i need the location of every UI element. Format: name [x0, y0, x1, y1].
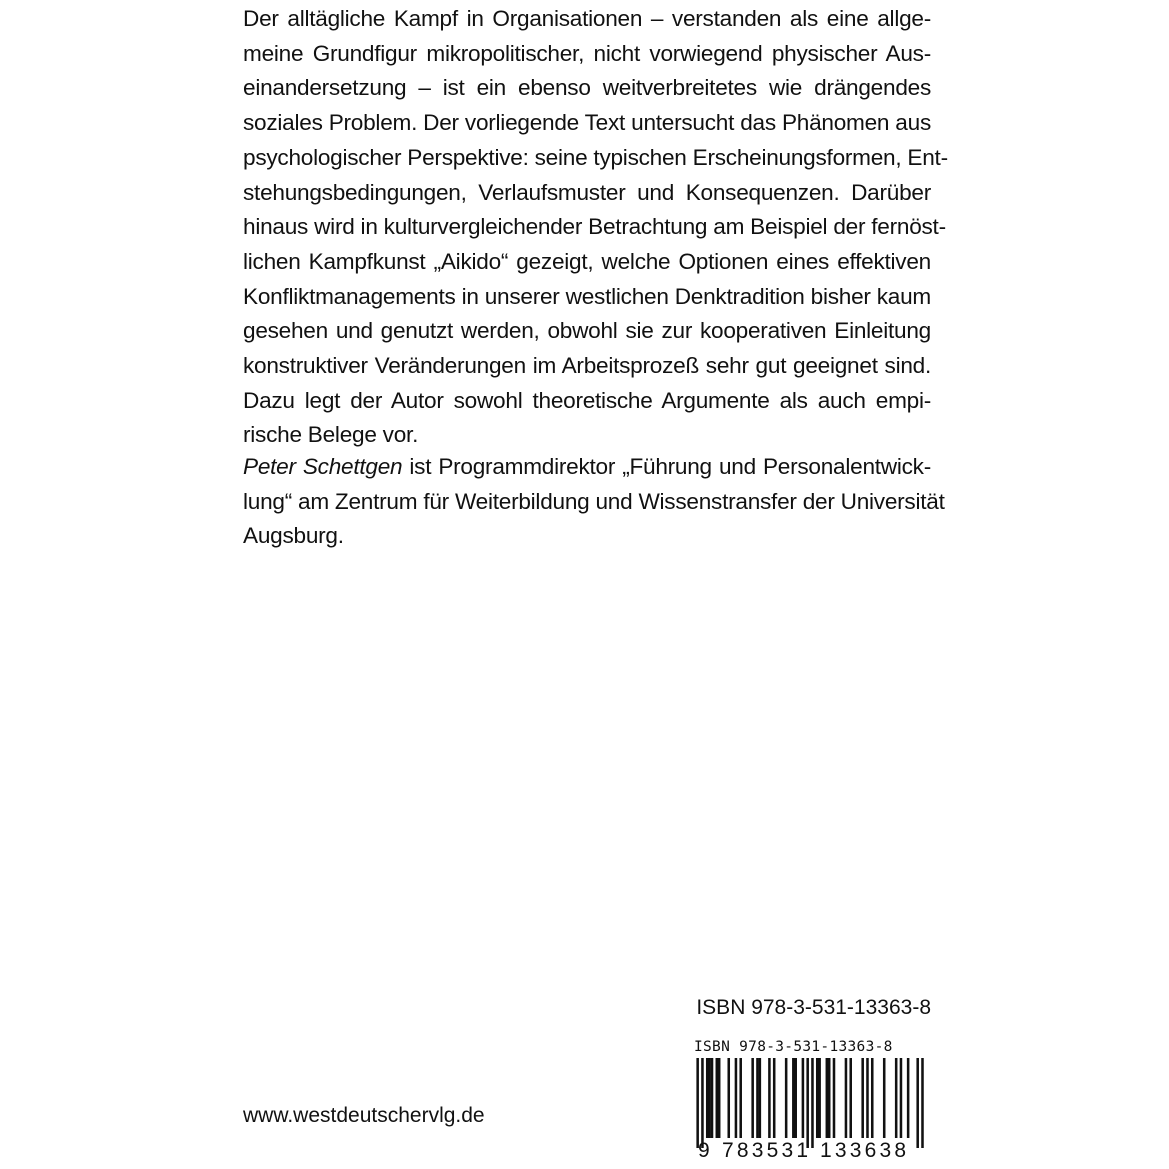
barcode-guard-bar	[806, 1058, 809, 1148]
blurb-line: Der alltägliche Kampf in Organisationen – verstanden als eine allge-	[243, 6, 931, 31]
barcode-bar	[792, 1058, 795, 1138]
barcode-bar	[907, 1058, 910, 1138]
author-name: Peter Schettgen	[243, 454, 403, 479]
isbn-label: ISBN 978-3-531-13363-8	[696, 996, 931, 1019]
author-bio-line: Augsburg.	[243, 523, 344, 549]
author-bio-text: ist Programmdirektor „Führung und Personalentwick-	[402, 454, 931, 479]
blurb-line: hinaus wird in kulturvergleichender Betrachtung am Beispiel der fernöst-	[243, 214, 946, 240]
barcode-guard-bar	[696, 1058, 699, 1148]
barcode-bar	[849, 1058, 852, 1138]
barcode-bar	[739, 1058, 742, 1138]
blurb-line: rische Belege vor.	[243, 422, 419, 448]
barcode-bar	[759, 1058, 762, 1138]
blurb-line: meine Grundfigur mikropolitischer, nicht vorwiegend physischer Aus-	[243, 40, 931, 66]
barcode-bar	[900, 1058, 903, 1138]
blurb-line: soziales Problem. Der vorliegende Text untersucht das Phänomen aus	[243, 110, 931, 136]
blurb-line: einandersetzung – ist ein ebenso weitverbreitetes wie drängendes	[243, 75, 931, 101]
blurb-line: gesehen und genutzt werden, obwohl sie zur kooperativen Einleitung	[243, 318, 931, 344]
barcode-bar	[735, 1058, 738, 1138]
barcode-bar	[828, 1058, 831, 1138]
blurb-line: lichen Kampfkunst „Aikido“ gezeigt, welche Optionen eines effektiven	[243, 248, 931, 274]
blurb-line: psychologischer Perspektive: seine typischen Erscheinungsformen, Ent-	[243, 144, 948, 170]
barcode-bar	[826, 1058, 829, 1138]
blurb-paragraph	[243, 2, 948, 453]
publisher-website: www.westdeutschervlg.de	[243, 1104, 485, 1127]
barcode-bar	[751, 1058, 754, 1138]
barcode-right-group: 133638	[820, 1139, 910, 1162]
barcode-guard-bar	[916, 1058, 919, 1148]
barcode-bar	[711, 1058, 714, 1138]
barcode-guard-bar	[701, 1058, 704, 1148]
barcode-bar	[871, 1058, 874, 1138]
author-bio	[243, 450, 945, 554]
barcode-bar	[802, 1058, 805, 1138]
barcode-bar	[861, 1058, 864, 1138]
barcode-isbn-text: ISBN 978-3-531-13363-8	[694, 1039, 893, 1055]
barcode-bar	[883, 1058, 886, 1138]
author-bio-line	[243, 450, 931, 485]
barcode-bar	[727, 1058, 730, 1138]
barcode-bar	[866, 1058, 869, 1138]
blurb-line: stehungsbedingungen, Verlaufsmuster und Konsequenzen. Darüber	[243, 179, 931, 205]
blurb-line: Konfliktmanagements in unserer westlichen Denktradition bisher kaum	[243, 283, 931, 309]
barcode-first-digit: 9	[698, 1139, 710, 1162]
barcode-bar	[768, 1058, 771, 1138]
blurb-line: Dazu legt der Autor sowohl theoretische Argumente als auch empi-	[243, 387, 931, 413]
blurb-line: konstruktiver Veränderungen im Arbeitsprozeß sehr gut geeignet sind.	[243, 353, 931, 379]
barcode-bar	[833, 1058, 836, 1138]
barcode-guard-bar	[921, 1058, 924, 1148]
barcode-guard-bar	[811, 1058, 814, 1148]
author-bio-line: lung“ am Zentrum für Weiterbildung und Wissenstransfer der Universität	[243, 488, 945, 514]
barcode-bar	[716, 1058, 719, 1138]
barcode-left-group: 783531	[722, 1139, 812, 1162]
barcode-bar	[773, 1058, 776, 1138]
barcode	[694, 1038, 926, 1168]
barcode-bar	[845, 1058, 848, 1138]
barcode-digits	[694, 1136, 926, 1166]
barcode-bar	[895, 1058, 898, 1138]
barcode-bar	[756, 1058, 759, 1138]
barcode-bar	[706, 1058, 709, 1138]
barcode-bar	[785, 1058, 788, 1138]
barcode-bar	[818, 1058, 821, 1138]
barcode-bar	[816, 1058, 819, 1138]
barcode-bar	[708, 1058, 711, 1138]
barcode-bar	[794, 1058, 797, 1138]
barcode-bar	[718, 1058, 721, 1138]
